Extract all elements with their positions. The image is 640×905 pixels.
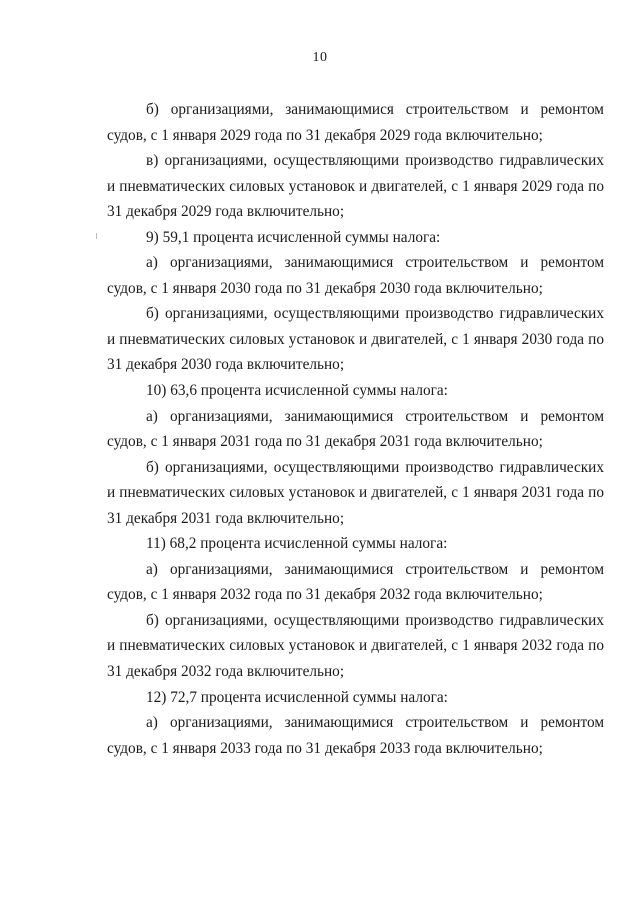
item-12-heading: 12) 72,7 процента исчисленной суммы налога: bbox=[146, 688, 448, 706]
paragraph-b-hydraulic-2030: б) организациями, осуществляющими производство гидравлических и пневматических силовых установок и двигателей, с 1 января 2030 года по 31 декабря 2030 года включительно; bbox=[107, 305, 604, 374]
item-9-heading: 9) 59,1 процента исчисленной суммы налога: bbox=[146, 228, 441, 246]
paragraph-b-hydraulic-2031: б) организациями, осуществляющими производство гидравлических и пневматических силовых установок и двигателей, с 1 января 2031 года по 31 декабря 2031 года включительно; bbox=[107, 458, 604, 527]
paragraph-b-shipbuilding-2029: б) организациями, занимающимися строительством и ремонтом судов, с 1 января 2029 года по 31 декабря 2029 года включительно; bbox=[107, 101, 604, 144]
margin-mark bbox=[96, 233, 97, 239]
page-number: 10 bbox=[312, 50, 328, 65]
item-10-heading: 10) 63,6 процента исчисленной суммы налога: bbox=[146, 382, 448, 400]
paragraph-a-shipbuilding-2031: а) организациями, занимающимися строительством и ремонтом судов, с 1 января 2031 года по 31 декабря 2031 года включительно; bbox=[107, 407, 604, 451]
paragraph-b-hydraulic-2032: б) организациями, осуществляющими производство гидравлических и пневматических силовых установок и двигателей, с 1 января 2032 года по 31 декабря 2032 года включительно; bbox=[107, 611, 604, 681]
document-body bbox=[107, 97, 604, 761]
item-11-heading: 11) 68,2 процента исчисленной суммы налога: bbox=[146, 535, 448, 553]
paragraph-a-shipbuilding-2033: а) организациями, занимающимися строительством и ремонтом судов, с 1 января 2033 года по 31 декабря 2033 года включительно; bbox=[107, 714, 604, 757]
paragraph-a-shipbuilding-2032: а) организациями, занимающимися строительством и ремонтом судов, с 1 января 2032 года по 31 декабря 2032 года включительно; bbox=[107, 560, 604, 604]
paragraph-a-shipbuilding-2030: а) организациями, занимающимися строительством и ремонтом судов, с 1 января 2030 года по 31 декабря 2030 года включительно; bbox=[107, 254, 604, 297]
paragraph-v-hydraulic-2029: в) организациями, осуществляющими производство гидравлических и пневматических силовых установок и двигателей, с 1 января 2029 года по 31 декабря 2029 года включительно; bbox=[107, 152, 604, 221]
